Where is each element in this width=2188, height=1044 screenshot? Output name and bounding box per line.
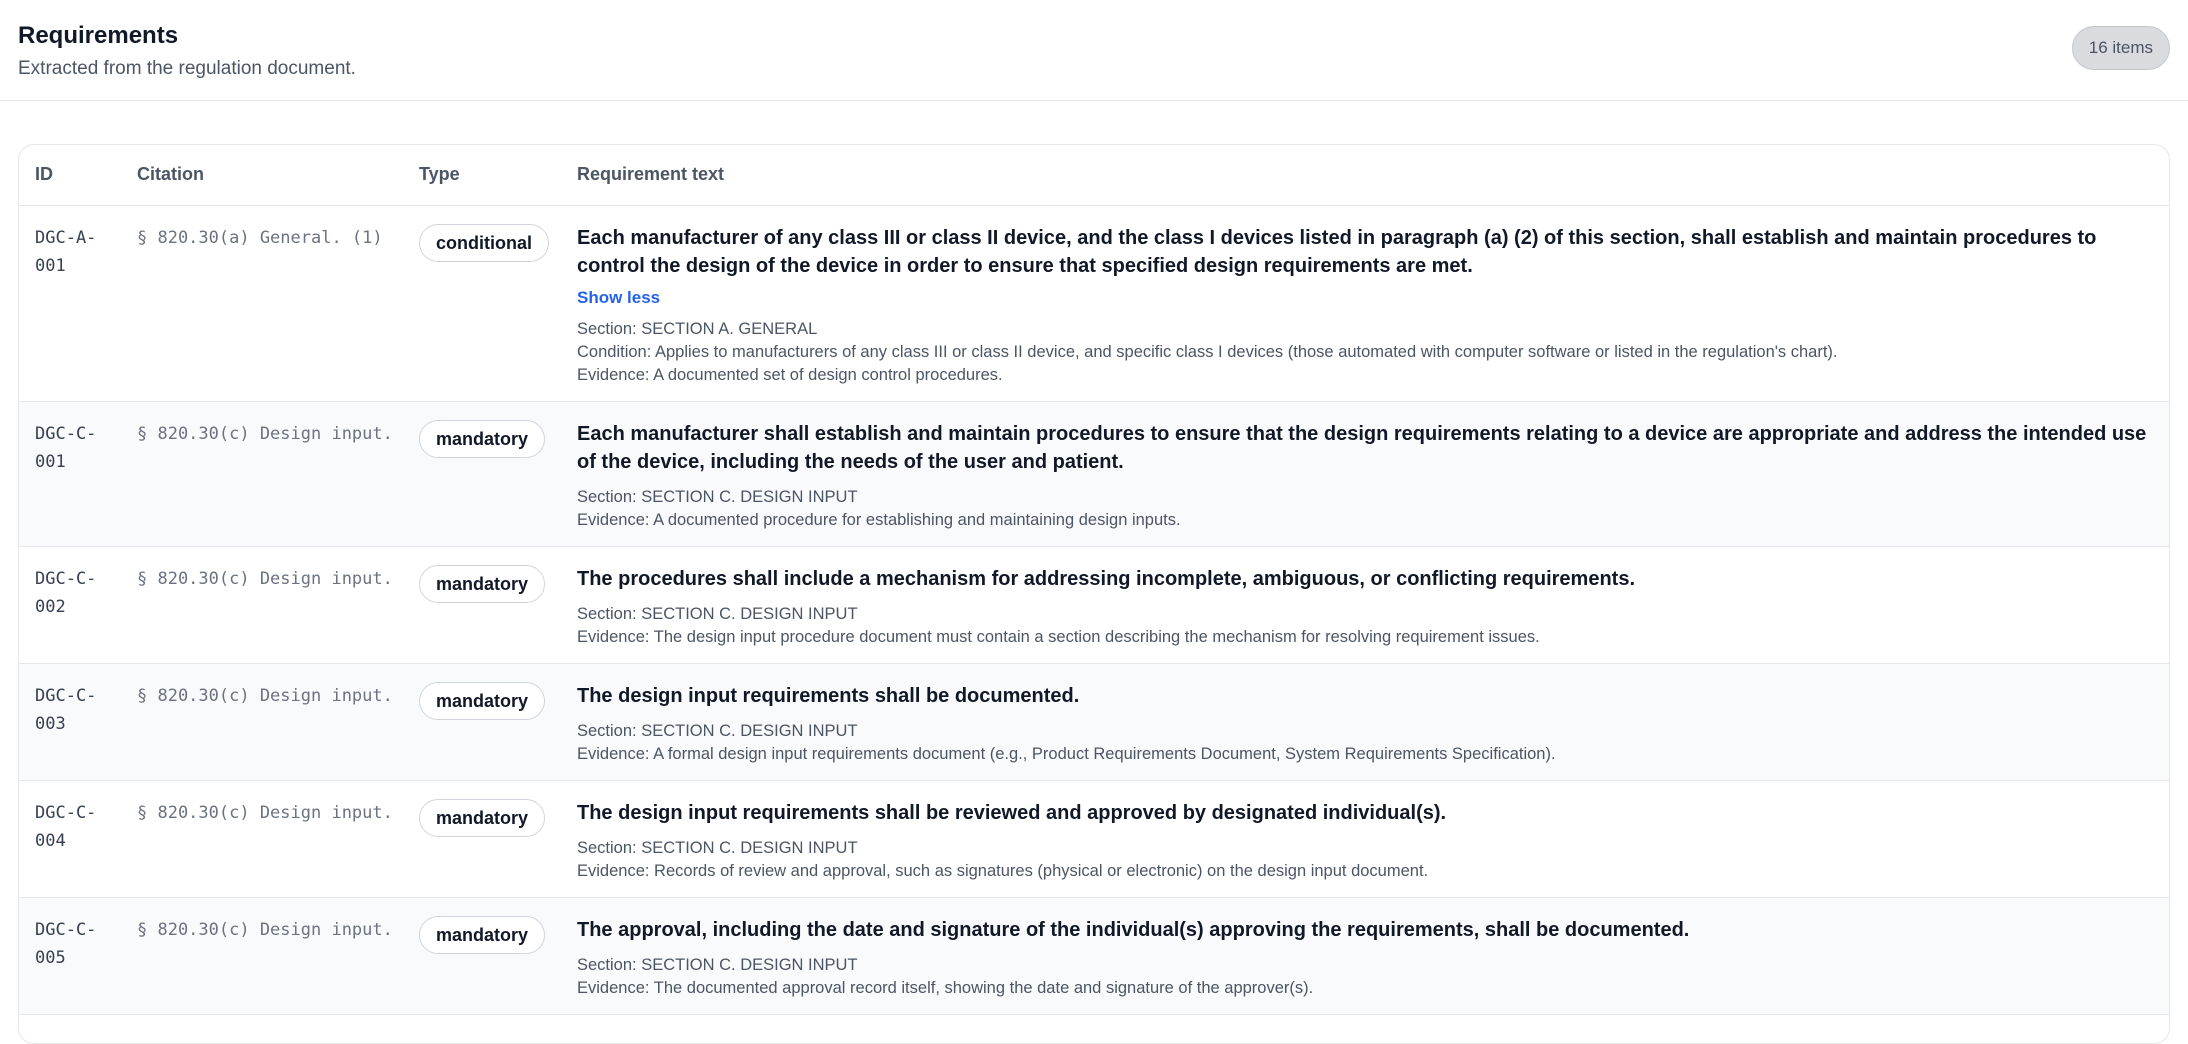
requirement-text: The design input requirements shall be reviewed and approved by designated individual(s). [577, 801, 1447, 824]
type-badge: mandatory [419, 420, 545, 458]
type-badge: conditional [419, 224, 549, 262]
requirement-details [577, 720, 2169, 766]
cell-citation [121, 897, 403, 1014]
requirement-details [577, 837, 2169, 883]
cell-id [19, 401, 121, 546]
section-label: Section: SECTION C. DESIGN INPUT [577, 487, 858, 506]
citation-text: § 820.30(c) Design input. [137, 919, 393, 940]
evidence-label: Evidence: The design input procedure document must contain a section describing the mechanism for resolving requirement issues. [577, 627, 1540, 646]
cell-id [19, 780, 121, 897]
cell-requirement-text [561, 546, 2169, 663]
requirement-id: DGC-A- 001 [35, 227, 97, 276]
cell-requirement-text [561, 205, 2169, 401]
cell-id [19, 205, 121, 401]
page-title: Requirements [18, 22, 179, 49]
cell-requirement-text [561, 897, 2169, 1014]
section-label: Section: SECTION C. DESIGN INPUT [577, 955, 858, 974]
requirement-id: DGC-C- 002 [35, 568, 97, 617]
citation-text: § 820.30(c) Design input. [137, 802, 393, 823]
cell-type [403, 205, 561, 401]
requirement-id: DGC-C- 001 [35, 423, 97, 472]
requirement-id: DGC-C- 005 [35, 919, 97, 968]
citation-text: § 820.30(c) Design input. [137, 423, 393, 444]
table-row[interactable] [19, 546, 2169, 663]
requirement-text: The procedures shall include a mechanism for addressing incomplete, ambiguous, or conflicting requirements. [577, 567, 1636, 590]
cell-requirement-text [561, 780, 2169, 897]
column-header-id: ID [19, 145, 121, 205]
page-subtitle: Extracted from the regulation document. [18, 58, 356, 79]
requirement-text: The approval, including the date and signature of the individual(s) approving the requirements, shall be documented. [577, 918, 1690, 941]
cell-id [19, 663, 121, 780]
table-row[interactable] [19, 780, 2169, 897]
cell-type [403, 897, 561, 1014]
requirement-details [577, 954, 2169, 1000]
cell-citation [121, 205, 403, 401]
requirements-table [19, 145, 2169, 1015]
type-badge: mandatory [419, 565, 545, 603]
section-label: Section: SECTION C. DESIGN INPUT [577, 838, 858, 857]
table-row[interactable] [19, 401, 2169, 546]
requirement-details [577, 486, 2169, 532]
type-badge: mandatory [419, 799, 545, 837]
show-less-button[interactable]: Show less [577, 287, 661, 307]
page-header [0, 0, 2188, 101]
requirement-id: DGC-C- 003 [35, 685, 97, 734]
cell-type [403, 780, 561, 897]
section-label: Section: SECTION C. DESIGN INPUT [577, 721, 858, 740]
item-count-badge: 16 items [2072, 26, 2170, 70]
requirements-table-card [18, 144, 2170, 1044]
evidence-label: Evidence: A documented set of design control procedures. [577, 365, 1003, 384]
cell-citation [121, 546, 403, 663]
cell-id [19, 546, 121, 663]
table-row[interactable] [19, 205, 2169, 401]
type-badge: mandatory [419, 916, 545, 954]
requirement-text: Each manufacturer shall establish and maintain procedures to ensure that the design requirements relating to a device are appropriate and address the intended use of the device, including the needs of the user and patient. [577, 422, 2147, 473]
citation-text: § 820.30(c) Design input. [137, 685, 393, 706]
table-row[interactable] [19, 897, 2169, 1014]
requirement-details [577, 318, 2169, 387]
requirement-text: Each manufacturer of any class III or class II device, and the class I devices listed in paragraph (a) (2) of this section, shall establish and maintain procedures to control the design of the device in order to ensure that specified design requirements are met. [577, 226, 2097, 277]
cell-type [403, 401, 561, 546]
cell-citation [121, 780, 403, 897]
column-header-citation: Citation [121, 145, 403, 205]
cell-citation [121, 663, 403, 780]
requirement-id: DGC-C- 004 [35, 802, 97, 851]
column-header-type: Type [403, 145, 561, 205]
table-header-row [19, 145, 2169, 205]
section-label: Section: SECTION C. DESIGN INPUT [577, 604, 858, 623]
evidence-label: Evidence: A formal design input requirements document (e.g., Product Requirements Document, System Requirements Specification). [577, 744, 1556, 763]
requirement-text: The design input requirements shall be documented. [577, 684, 1080, 707]
cell-citation [121, 401, 403, 546]
evidence-label: Evidence: A documented procedure for establishing and maintaining design inputs. [577, 510, 1181, 529]
cell-id [19, 897, 121, 1014]
citation-text: § 820.30(c) Design input. [137, 568, 393, 589]
cell-type [403, 546, 561, 663]
cell-type [403, 663, 561, 780]
table-row[interactable] [19, 663, 2169, 780]
evidence-label: Evidence: Records of review and approval, such as signatures (physical or electronic) on the design input document. [577, 861, 1429, 880]
requirement-details [577, 603, 2169, 649]
column-header-requirement-text: Requirement text [561, 145, 2169, 205]
cell-requirement-text [561, 401, 2169, 546]
citation-text: § 820.30(a) General. (1) [137, 227, 383, 248]
section-label: Section: SECTION A. GENERAL [577, 319, 818, 338]
cell-requirement-text [561, 663, 2169, 780]
evidence-label: Evidence: The documented approval record itself, showing the date and signature of the approver(s). [577, 978, 1314, 997]
type-badge: mandatory [419, 682, 545, 720]
condition-label: Condition: Applies to manufacturers of any class III or class II device, and specific class I devices (those automated with computer software or listed in the regulation's chart). [577, 342, 1838, 361]
